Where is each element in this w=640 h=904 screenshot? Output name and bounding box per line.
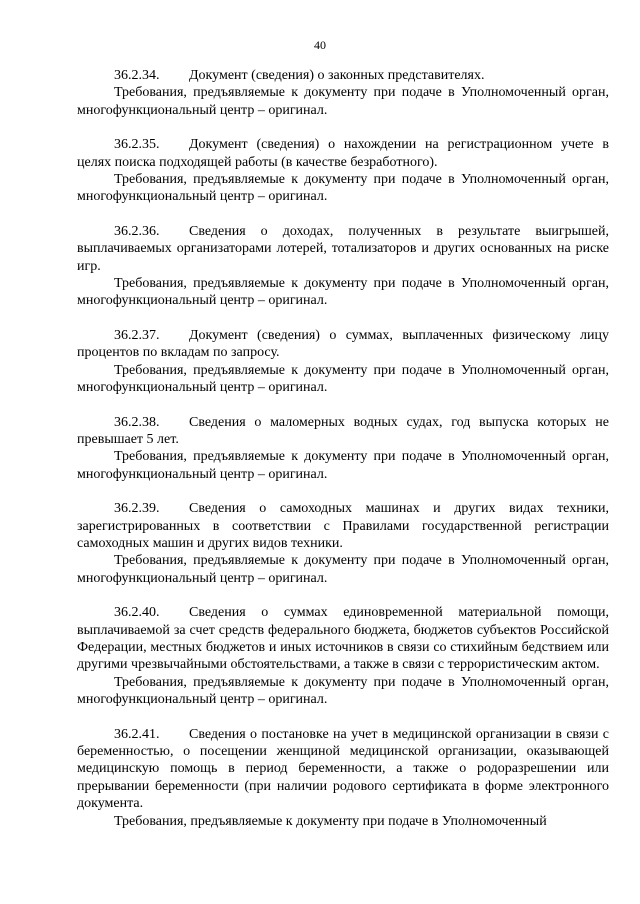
section-title-text: Сведения о маломерных водных судах, год выпуска которых не превышает 5 лет. bbox=[77, 414, 609, 447]
page-number: 40 bbox=[314, 38, 326, 52]
section-36-2-40 bbox=[77, 604, 609, 708]
section-number: 36.2.35. bbox=[114, 137, 160, 153]
section-36-2-37 bbox=[77, 327, 609, 397]
section-title-text: Документ (сведения) о законных представителях. bbox=[189, 68, 485, 83]
section-title bbox=[77, 726, 609, 813]
section-36-2-38 bbox=[77, 414, 609, 484]
section-title bbox=[77, 223, 609, 275]
section-title-text: Сведения о суммах единовременной материальной помощи, выплачиваемой за счет средств федерального бюджета, бюджетов субъектов Российской Федерации, местных бюджетов и иных источников в связи со стихийным бедствием или другими чрезвычайными обстоятельствами, а также в связи с террористическим актом. bbox=[77, 605, 609, 673]
section-number: 36.2.37. bbox=[114, 327, 160, 343]
section-title-text: Сведения о доходах, полученных в результате выигрышей, выплачиваемых организаторами лотерей, тотализаторов и других основанных на риске игр. bbox=[77, 223, 609, 274]
section-title bbox=[77, 414, 609, 449]
section-36-2-41 bbox=[77, 726, 609, 830]
section-requirement: Требования, предъявляемые к документу при подаче в Уполномоченный орган, многофункциональный центр – оригинал. bbox=[77, 553, 609, 586]
section-number: 36.2.36. bbox=[114, 223, 160, 239]
section-requirement: Требования, предъявляемые к документу при подаче в Уполномоченный орган, многофункциональный центр – оригинал. bbox=[77, 674, 609, 708]
section-requirement: Требования, предъявляемые к документу при подаче в Уполномоченный орган, многофункциональный центр – оригинал. bbox=[77, 276, 609, 309]
section-requirement: Требования, предъявляемые к документу при подаче в Уполномоченный орган, многофункциональный центр – оригинал. bbox=[77, 449, 609, 482]
section-title bbox=[77, 327, 609, 362]
section-36-2-36 bbox=[77, 223, 609, 310]
section-requirement: Требования, предъявляемые к документу при подаче в Уполномоченный bbox=[114, 813, 547, 829]
section-title bbox=[77, 136, 609, 171]
section-requirement: Требования, предъявляемые к документу при подаче в Уполномоченный орган, многофункциональный центр – оригинал. bbox=[77, 85, 609, 118]
section-requirement: Требования, предъявляемые к документу при подаче в Уполномоченный орган, многофункциональный центр – оригинал. bbox=[77, 172, 609, 205]
section-title bbox=[77, 67, 609, 84]
section-number: 36.2.39. bbox=[114, 501, 160, 517]
section-title-text: Документ (сведения) о суммах, выплаченных физическому лицу процентов по вкладам по запросу. bbox=[77, 327, 609, 361]
section-title-text: Сведения о самоходных машинах и других видах техники, зарегистрированных в соответствии с Правилами государственной регистрации самоходных машин и других видов техники. bbox=[77, 501, 609, 551]
section-36-2-34 bbox=[77, 67, 609, 119]
section-number: 36.2.41. bbox=[114, 726, 160, 742]
section-number: 36.2.40. bbox=[114, 605, 160, 621]
section-36-2-39 bbox=[77, 500, 609, 587]
section-title bbox=[77, 500, 609, 552]
document-body bbox=[77, 67, 609, 847]
section-36-2-35 bbox=[77, 136, 609, 206]
section-title-text: Сведения о постановке на учет в медицинской организации в связи с беременностью, о посещении женщиной медицинской организации, оказывающей медицинскую помощь в период беременности, а также о родоразрешении или прерывании беременности (при наличии родового сертификата в форме электронного документа. bbox=[77, 726, 609, 812]
section-requirement: Требования, предъявляемые к документу при подаче в Уполномоченный орган, многофункциональный центр – оригинал. bbox=[77, 362, 609, 396]
section-number: 36.2.34. bbox=[114, 68, 160, 83]
section-number: 36.2.38. bbox=[114, 414, 160, 430]
section-title bbox=[77, 604, 609, 674]
section-title-text: Документ (сведения) о нахождении на регистрационном учете в целях поиска подходящей работы (в качестве безработного). bbox=[77, 137, 609, 170]
